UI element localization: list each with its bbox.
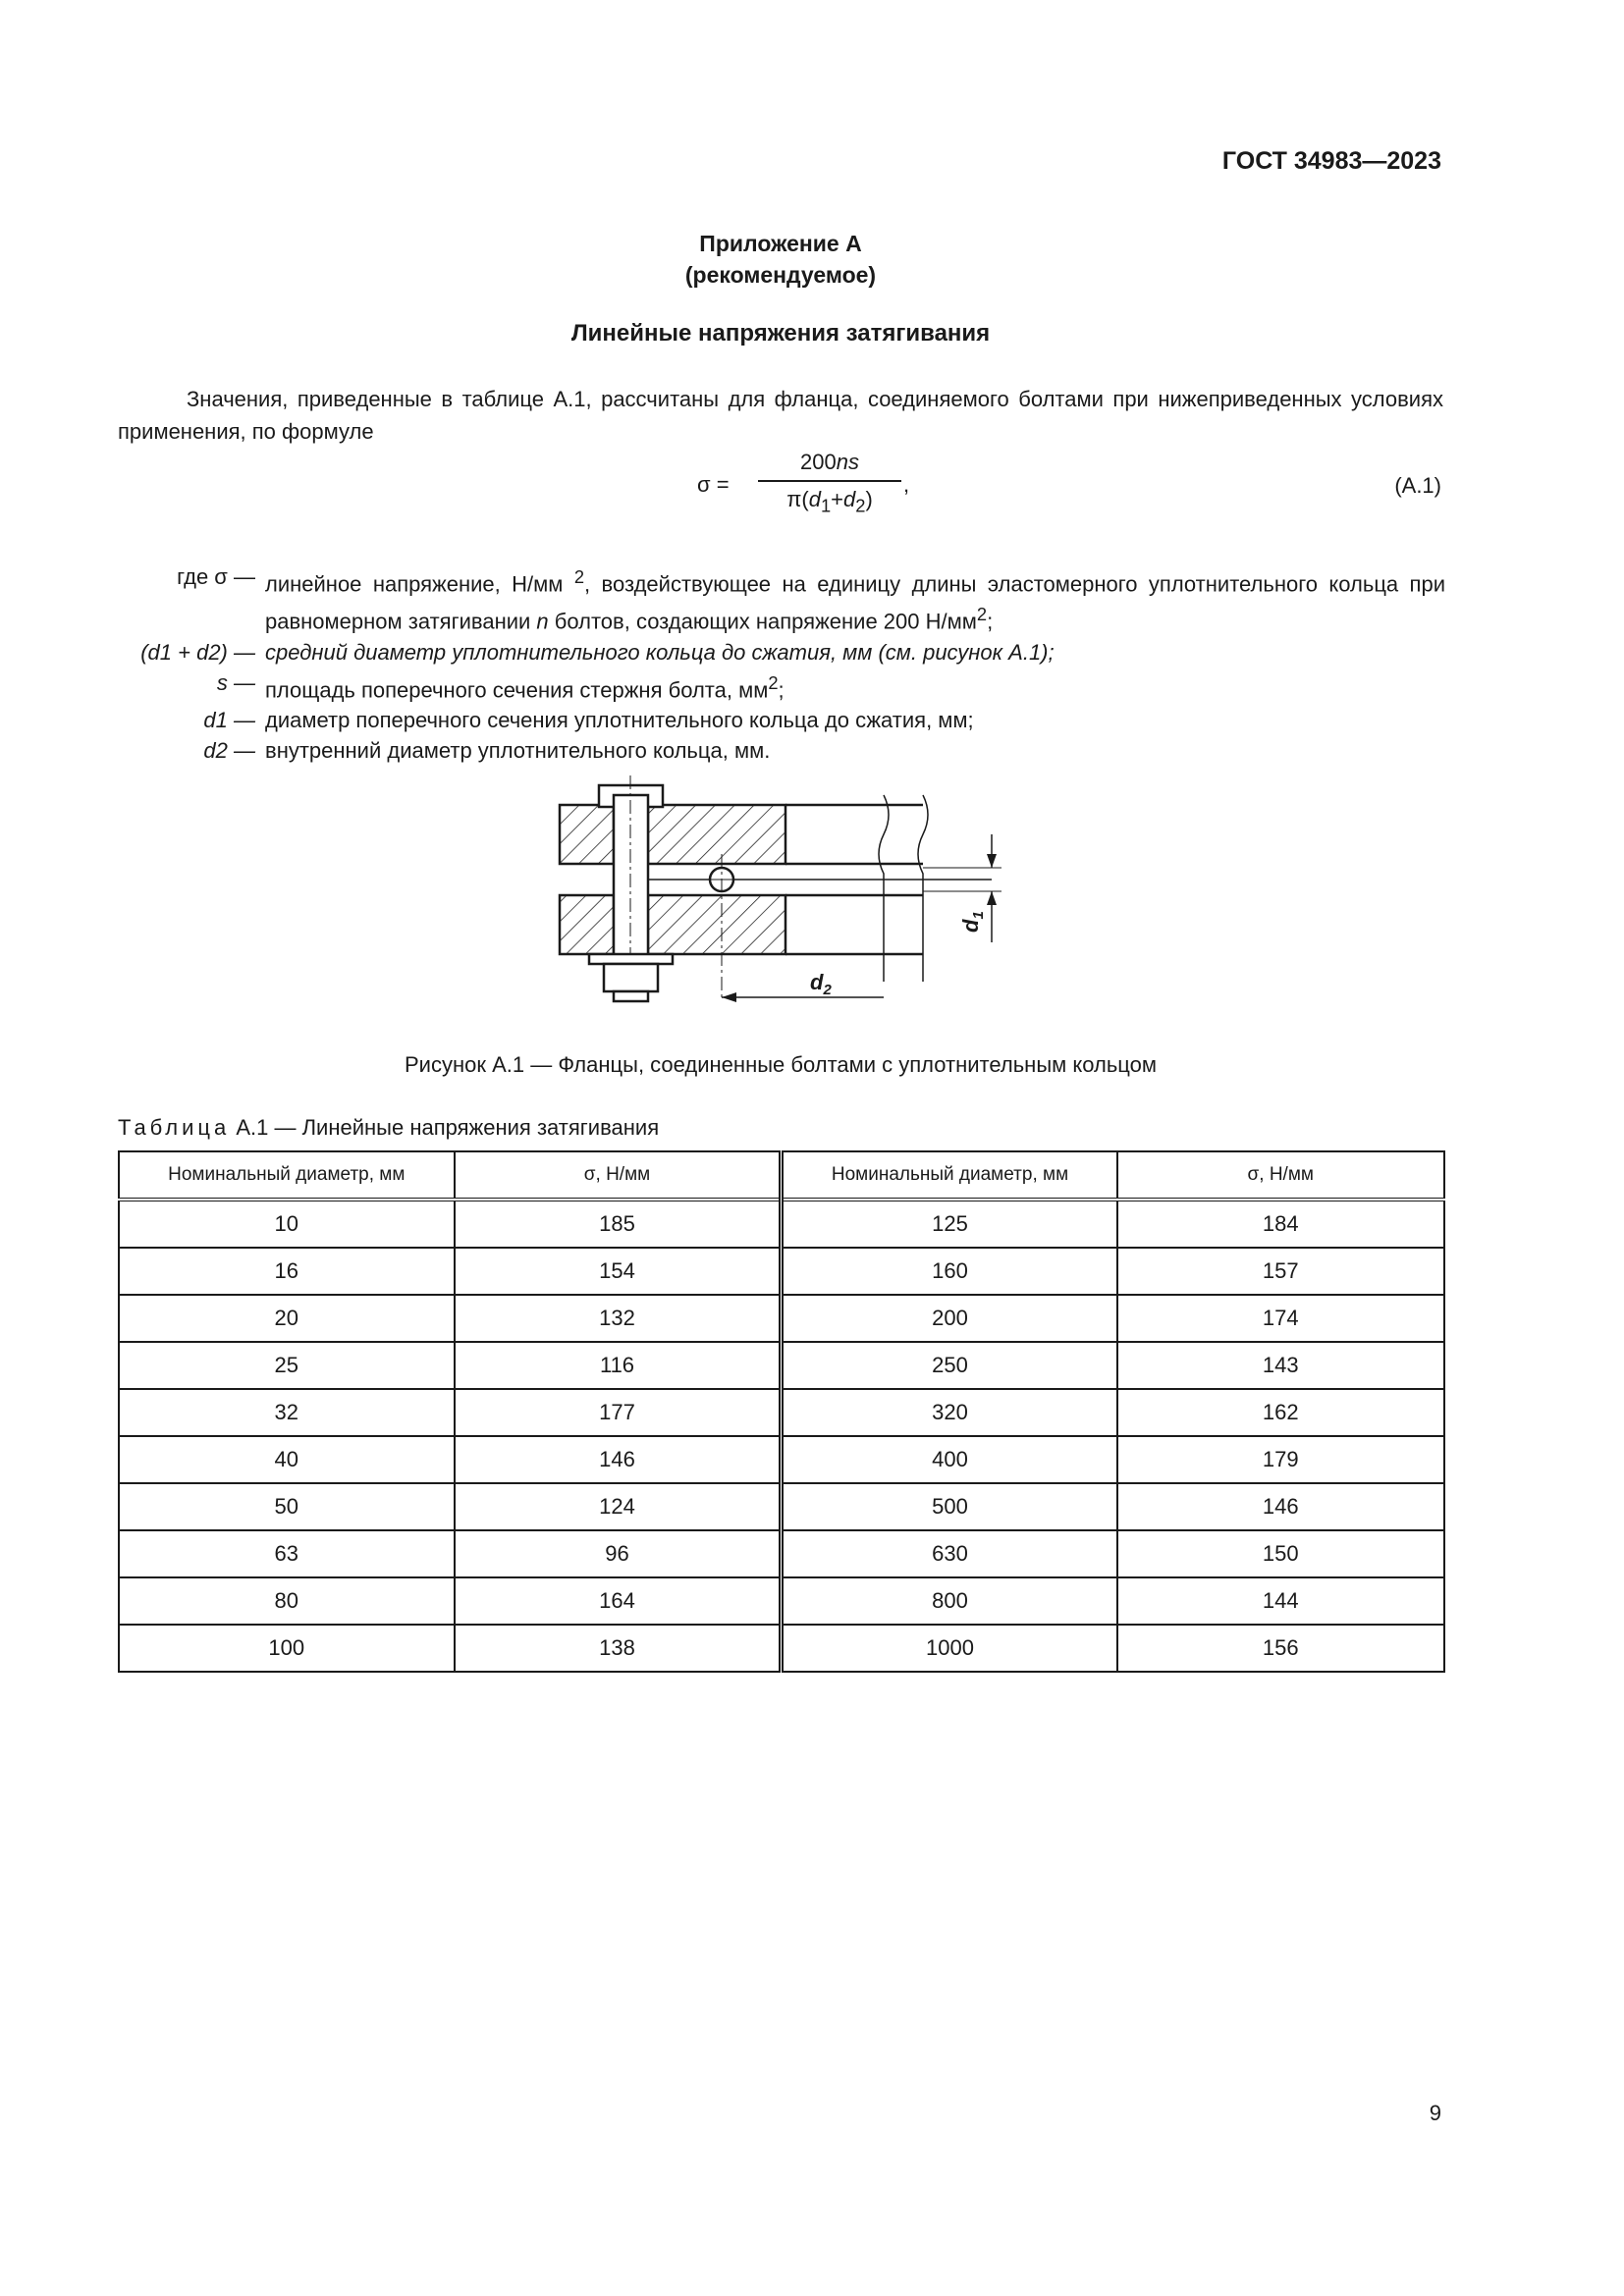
table-cell: 150 — [1117, 1530, 1444, 1577]
table-cell: 174 — [1117, 1295, 1444, 1342]
table-cell: 157 — [1117, 1248, 1444, 1295]
definition-symbol: (d1 + d2) — — [140, 639, 255, 665]
table-title-rest: А.1 — Линейные напряжения затягивания — [230, 1115, 660, 1140]
table-cell: 80 — [119, 1577, 455, 1625]
table-cell: 630 — [782, 1530, 1117, 1577]
definition-symbol: d2 — — [203, 737, 255, 763]
table-title-prefix: Таблица — [118, 1115, 231, 1140]
definition-mean-diameter — [118, 637, 1445, 667]
table-cell: 132 — [455, 1295, 782, 1342]
formula-den-open: π( — [786, 487, 809, 511]
lower-flange-left — [560, 895, 614, 954]
table-header-row — [119, 1151, 1444, 1200]
d1-arrow-top — [987, 854, 997, 868]
formula-a1 — [687, 450, 933, 528]
table-cell: 143 — [1117, 1342, 1444, 1389]
definition-symbol: d1 — — [203, 707, 255, 732]
formula-d2-sub: 2 — [855, 495, 866, 516]
definition-sup-a: 2 — [573, 566, 585, 587]
figure-caption: Рисунок А.1 — Фланцы, соединенные болтами с уплотнительным кольцом — [404, 1052, 1157, 1077]
table-cell: 32 — [119, 1389, 455, 1436]
appendix-heading — [118, 228, 1443, 291]
table-cell: 164 — [455, 1577, 782, 1625]
header-nominal-diameter: Номинальный диаметр, мм — [782, 1151, 1117, 1200]
header-sigma: σ, Н/мм — [455, 1151, 782, 1200]
formula-numerator-vars: ns — [836, 450, 859, 474]
label-d2: $d_2$ — [810, 970, 832, 998]
table-row — [119, 1295, 1444, 1342]
table-cell: 124 — [455, 1483, 782, 1530]
table-row — [119, 1483, 1444, 1530]
formula-plus: + — [831, 487, 844, 511]
table-row — [119, 1200, 1444, 1248]
formula-d1-sub: 1 — [820, 495, 832, 516]
table-cell: 100 — [119, 1625, 455, 1672]
table-cell: 1000 — [782, 1625, 1117, 1672]
formula-denominator — [756, 487, 903, 516]
table-cell: 20 — [119, 1295, 455, 1342]
formula-den-close: ) — [865, 487, 873, 511]
table-cell: 320 — [782, 1389, 1117, 1436]
formula-number: (А.1) — [1394, 473, 1441, 498]
definitions-list — [118, 561, 1445, 766]
stress-table — [118, 1150, 1445, 1673]
table-row — [119, 1436, 1444, 1483]
table-cell: 25 — [119, 1342, 455, 1389]
definition-text-end: ; — [778, 676, 785, 702]
document-code: ГОСТ 34983—2023 — [1221, 147, 1441, 175]
formula-d2: d — [843, 487, 856, 511]
table-cell: 138 — [455, 1625, 782, 1672]
formula-numerator-constant: 200 — [800, 450, 837, 474]
table-cell: 162 — [1117, 1389, 1444, 1436]
table-cell: 184 — [1117, 1200, 1444, 1248]
fraction-bar — [758, 480, 901, 482]
table-row — [119, 1530, 1444, 1577]
definition-symbol: где σ — — [177, 564, 255, 589]
table-cell: 179 — [1117, 1436, 1444, 1483]
appendix-subtitle: (рекомендуемое) — [684, 262, 877, 288]
formula-numerator — [756, 450, 903, 475]
definition-text — [265, 667, 1445, 705]
definition-text: внутренний диаметр уплотнительного кольца, мм. — [265, 737, 771, 763]
intro-paragraph — [118, 383, 1443, 448]
bolt-end — [614, 991, 648, 1001]
header-sigma: σ, Н/мм — [1117, 1151, 1444, 1200]
d1-arrow-bottom — [987, 891, 997, 905]
definition-text-a: линейное напряжение, Н/мм — [265, 571, 574, 597]
table-cell: 250 — [782, 1342, 1117, 1389]
definition-text-main: площадь поперечного сечения стержня болта, мм — [265, 676, 769, 702]
table-row — [119, 1248, 1444, 1295]
d2-arrow — [722, 992, 736, 1002]
table-cell: 146 — [455, 1436, 782, 1483]
definition-text-b: , воздействующее на единицу длины эластомерного уплотнительного кольца при равномерном затягивании — [265, 571, 1445, 634]
table-row — [119, 1625, 1444, 1672]
definition-text-c: болтов, создающих напряжение 200 Н/мм — [548, 609, 977, 634]
definition-sup: 2 — [768, 671, 779, 693]
definition-text-d: ; — [987, 609, 994, 634]
table-cell: 116 — [455, 1342, 782, 1389]
formula-lhs: σ = — [697, 472, 730, 497]
definition-text: диаметр поперечного сечения уплотнительного кольца до сжатия, мм; — [265, 707, 974, 732]
table-cell: 177 — [455, 1389, 782, 1436]
table-cell: 96 — [455, 1530, 782, 1577]
lower-flange-right — [648, 895, 785, 954]
label-d1: $d_1$ — [958, 911, 987, 933]
section-title: Линейные напряжения затягивания — [570, 320, 991, 347]
table-cell: 146 — [1117, 1483, 1444, 1530]
upper-flange-right — [648, 805, 785, 864]
definition-symbol: s — — [216, 669, 255, 695]
table-row — [119, 1389, 1444, 1436]
definition-sigma — [118, 561, 1445, 637]
flange-bolt-figure — [550, 775, 1011, 1031]
definition-text — [265, 561, 1445, 637]
table-cell: 500 — [782, 1483, 1117, 1530]
bolt-washer — [589, 954, 673, 964]
table-cell: 156 — [1117, 1625, 1444, 1672]
definition-s — [118, 667, 1445, 705]
table-row — [119, 1342, 1444, 1389]
formula-comma: , — [903, 472, 910, 497]
page-number: 9 — [1429, 2101, 1441, 2125]
table-cell: 63 — [119, 1530, 455, 1577]
table-cell: 185 — [455, 1200, 782, 1248]
table-cell: 154 — [455, 1248, 782, 1295]
header-nominal-diameter: Номинальный диаметр, мм — [119, 1151, 455, 1200]
formula-d1: d — [808, 487, 821, 511]
table-row — [119, 1577, 1444, 1625]
table-cell: 40 — [119, 1436, 455, 1483]
intro-text: Значения, приведенные в таблице А.1, рассчитаны для фланца, соединяемого болтами при нижеприведенных условиях применения, по формуле — [118, 387, 1443, 444]
table-cell: 800 — [782, 1577, 1117, 1625]
table-cell: 144 — [1117, 1577, 1444, 1625]
definition-d2 — [118, 735, 1445, 766]
bolt-nut — [604, 964, 658, 991]
table-cell: 200 — [782, 1295, 1117, 1342]
table-title — [118, 1115, 659, 1141]
table-cell: 50 — [119, 1483, 455, 1530]
table-cell: 125 — [782, 1200, 1117, 1248]
definition-d1 — [118, 705, 1445, 735]
definition-var-n: n — [536, 609, 549, 634]
table-cell: 400 — [782, 1436, 1117, 1483]
table-cell: 160 — [782, 1248, 1117, 1295]
definition-text: средний диаметр уплотнительного кольца до сжатия, мм (см. рисунок А.1); — [265, 639, 1055, 665]
table-cell: 16 — [119, 1248, 455, 1295]
definition-sup-c: 2 — [976, 604, 988, 625]
table-cell: 10 — [119, 1200, 455, 1248]
upper-flange-left — [560, 805, 614, 864]
appendix-title: Приложение А — [699, 231, 862, 256]
